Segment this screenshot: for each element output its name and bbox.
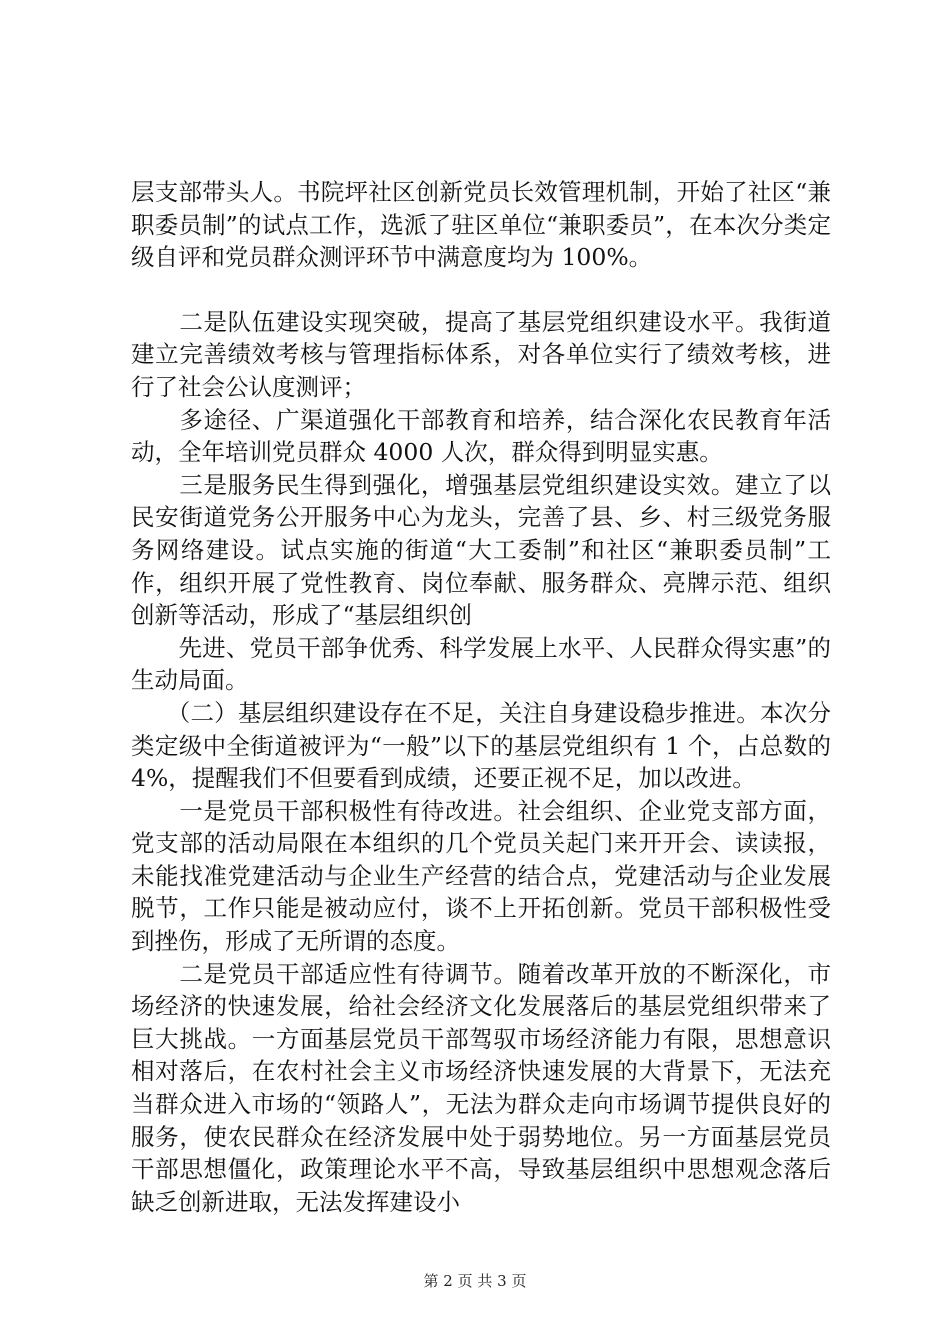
document-body — [131, 176, 839, 1218]
paragraph-2: 二是队伍建设实现突破，提高了基层党组织建设水平。我街道建立完善绩效考核与管理指标体系，对各单位实行了绩效考核，进行了社会公认度测评； — [131, 307, 831, 401]
paragraph-3: 多途径、广渠道强化干部教育和培养，结合深化农民教育年活动，全年培训党员群众 4000 人次，群众得到明显实惠。 — [131, 405, 831, 467]
paragraph-8: 二是党员干部适应性有待调节。随着改革开放的不断深化，市场经济的快速发展，给社会经济文化发展落后的基层党组织带来了巨大挑战。一方面基层党员干部驾驭市场经济能力有限，思想意识相对落后，在农村社会主义市场经济快速发展的大背景下，无法充当群众进入市场的“领路人”，无法为群众走向市场调节提供良好的服务，使农民群众在经济发展中处于弱势地位。另一方面基层党员干部思想僵化，政策理论水平不高，导致基层组织中思想观念落后缺乏创新进取，无法发挥建设小 — [131, 959, 831, 1216]
page-footer: 第 2 页 共 3 页 — [423, 1272, 527, 1290]
paragraph-7: 一是党员干部积极性有待改进。社会组织、企业党支部方面，党支部的活动局限在本组织的几个党员关起门来开开会、读读报，未能找准党建活动与企业生产经营的结合点，党建活动与企业发展脱节，工作只能是被动应付，谈不上开拓创新。党员干部积极性受到挫伤，形成了无所谓的态度。 — [131, 796, 831, 956]
paragraph-5: 先进、党员干部争优秀、科学发展上水平、人民群众得实惠”的生动局面。 — [131, 633, 831, 695]
paragraph-6: （二）基层组织建设存在不足，关注自身建设稳步推进。本次分类定级中全街道被评为“一般”以下的基层党组织有 1 个，占总数的 4%，提醒我们不但要看到成绩，还要正视不足，加以改进。 — [131, 698, 839, 793]
paragraph-1: 层支部带头人。书院坪社区创新党员长效管理机制，开始了社区“兼职委员制”的试点工作，选派了驻区单位“兼职委员”，在本次分类定级自评和党员群众测评环节中满意度均为 100%。 — [131, 178, 831, 272]
paragraph-4: 三是服务民生得到强化，增强基层党组织建设实效。建立了以民安街道党务公开服务中心为龙头，完善了县、乡、村三级党务服务网络建设。试点实施的街道“大工委制”和社区“兼职委员制”工作，组织开展了党性教育、岗位奉献、服务群众、亮牌示范、组织创新等活动，形成了“基层组织创 — [131, 470, 831, 630]
